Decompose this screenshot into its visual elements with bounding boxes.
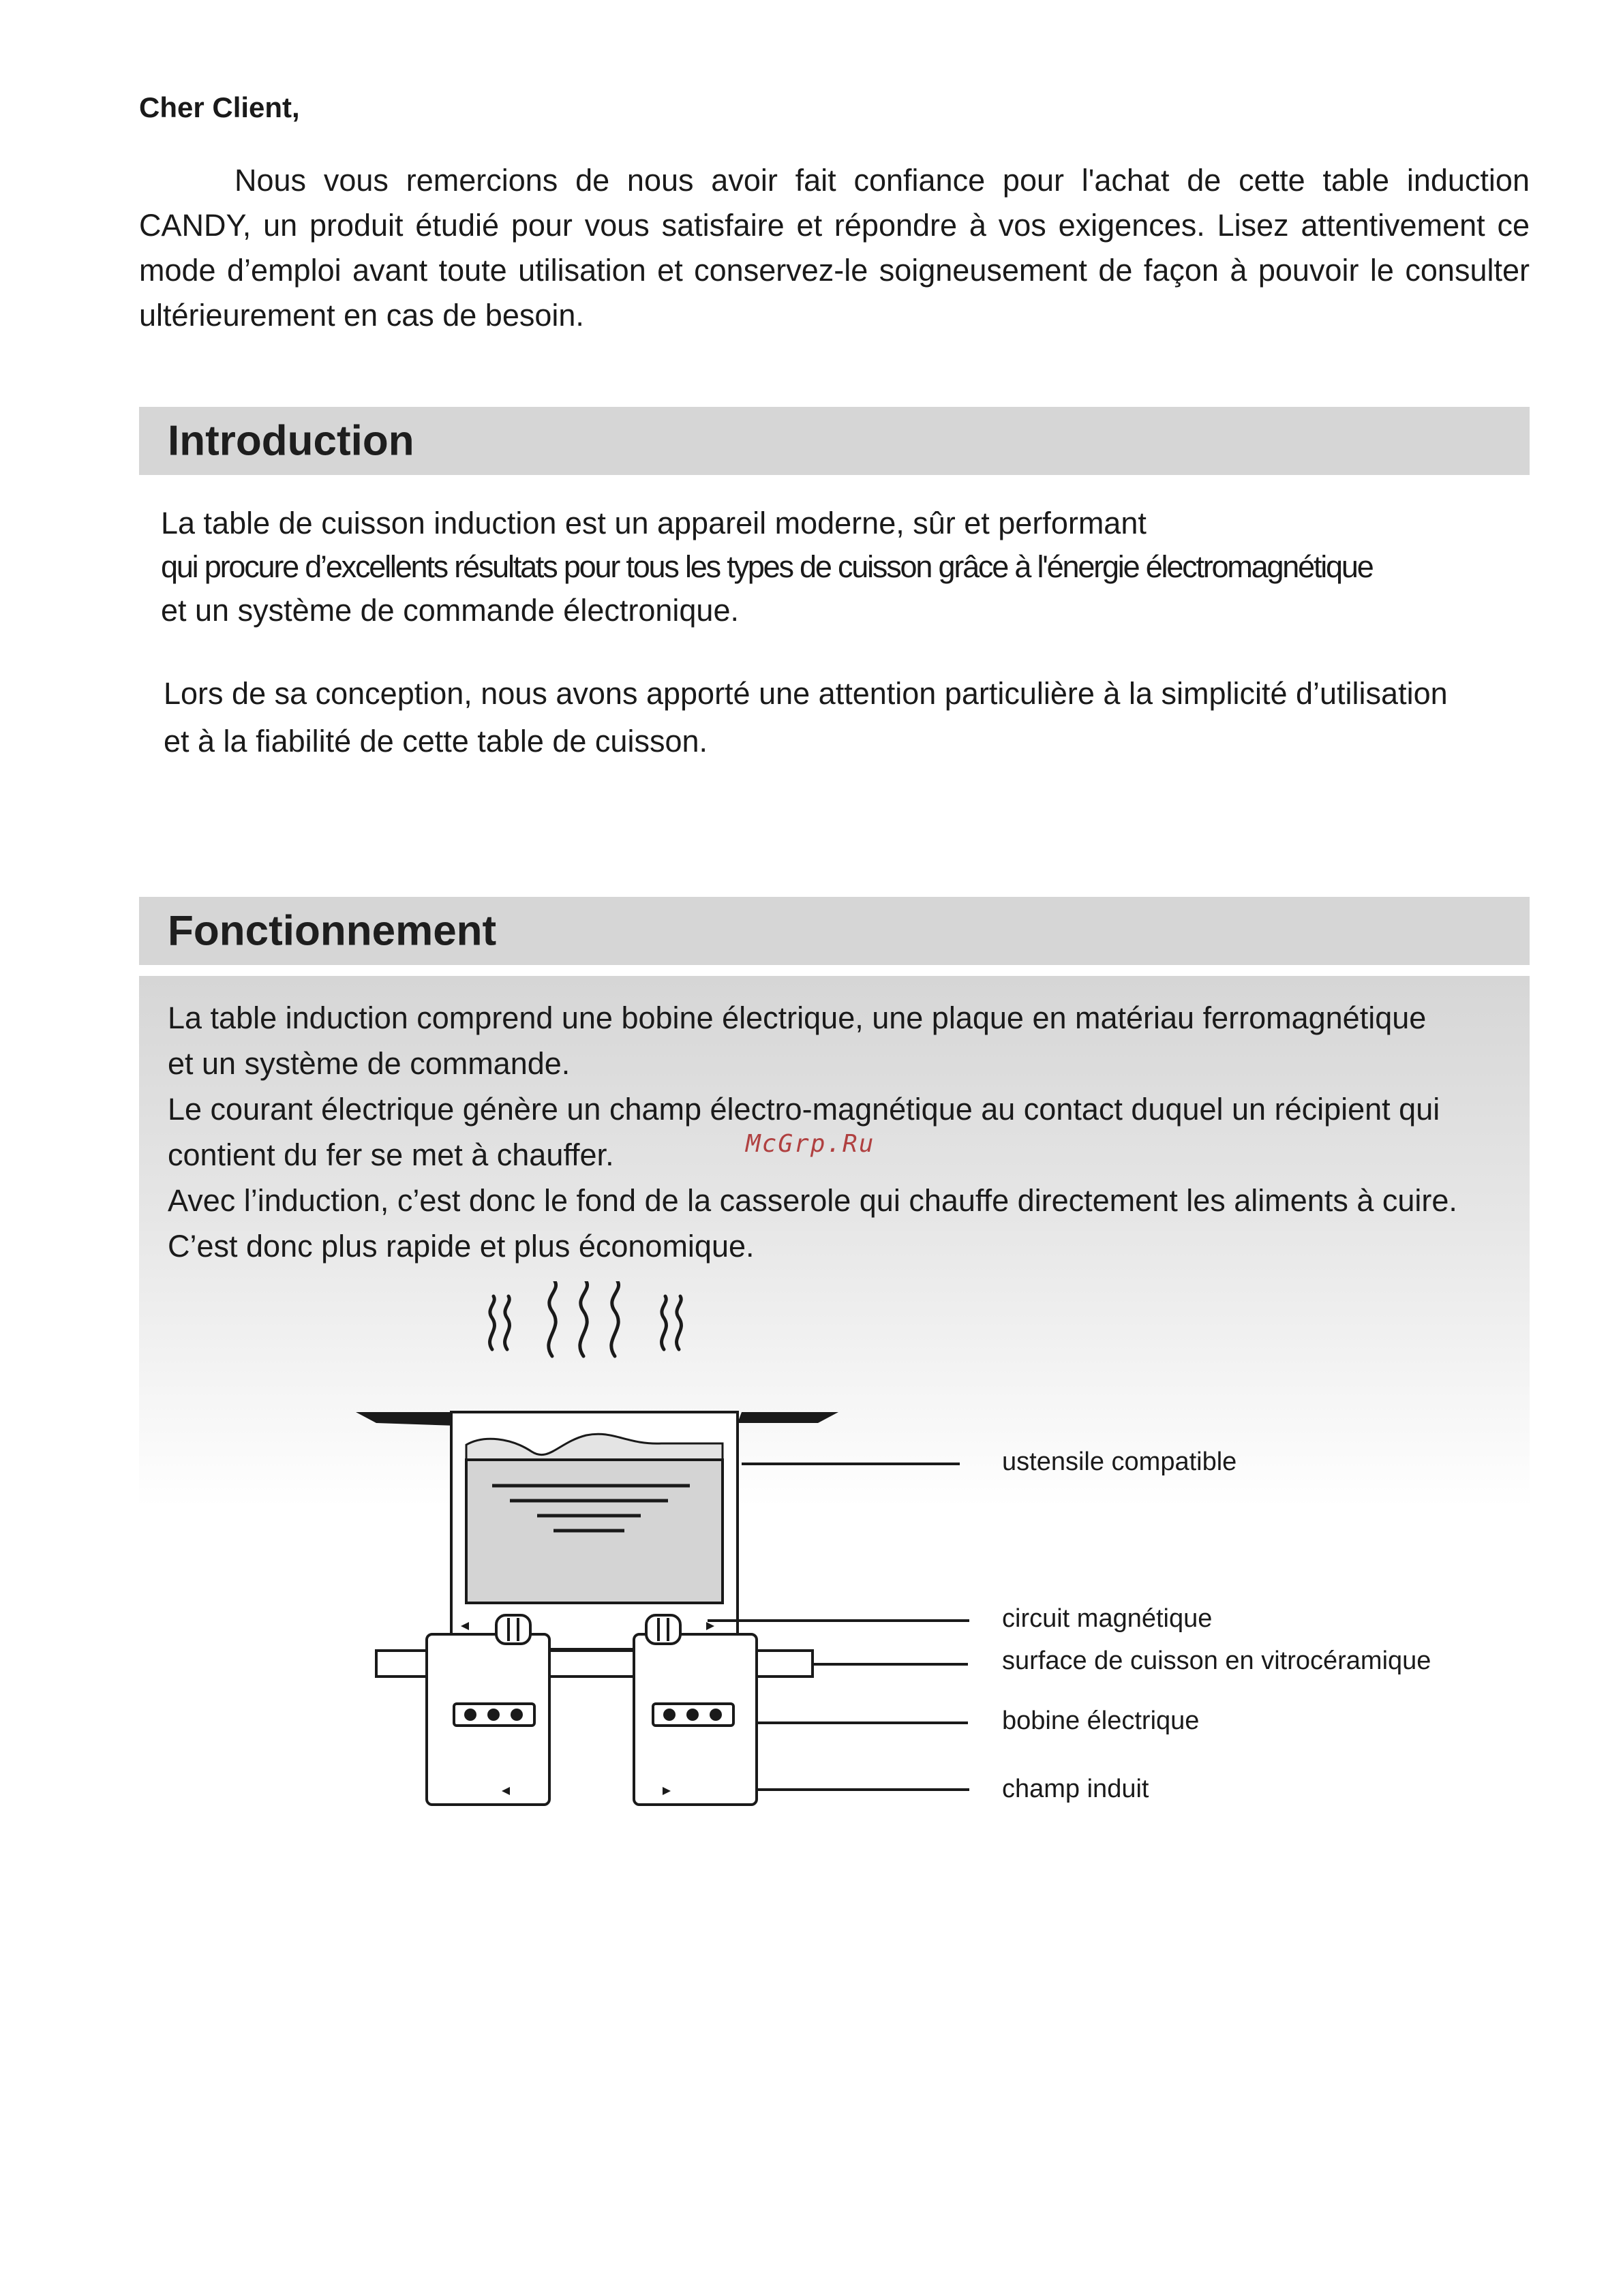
introduction-line: Lors de sa conception, nous avons apporté une attention particulière à la simplicité d’utilisation: [164, 676, 1448, 711]
coil-icon: [454, 1704, 733, 1726]
pan-rim-right: [738, 1412, 838, 1423]
introduction-paragraph-2: [164, 670, 1448, 765]
label-surface: surface de cuisson en vitrocéramique: [1002, 1647, 1431, 1675]
fonctionnement-line: C’est donc plus rapide et plus économique.: [168, 1229, 755, 1264]
label-circuit: circuit magnétique: [1002, 1604, 1213, 1633]
fonctionnement-line: Avec l’induction, c’est donc le fond de la casserole qui chauffe directement les aliments à cuire.: [168, 1183, 1457, 1218]
fonctionnement-line: La table induction comprend une bobine électrique, une plaque en matériau ferromagnétique: [168, 1000, 1427, 1035]
pan-rim-left: [356, 1412, 457, 1426]
introduction-line: La table de cuisson induction est un appareil moderne, sûr et performant: [161, 506, 1147, 540]
section-title-fonctionnement: Fonctionnement: [168, 907, 497, 955]
fonctionnement-line: et un système de commande.: [168, 1046, 571, 1081]
watermark: McGrp.Ru: [746, 1130, 875, 1158]
section-header-introduction: [139, 407, 1530, 475]
introduction-line: et un système de commande électronique.: [161, 593, 739, 628]
steam-icon: [490, 1281, 682, 1356]
fonctionnement-line: contient du fer se met à chauffer.: [168, 1137, 614, 1172]
introduction-line: qui procure d’excellents résultats pour tous les types de cuisson grâce à l'énergie électromagnétique: [161, 549, 1373, 584]
label-ustensile: ustensile compatible: [1002, 1448, 1237, 1476]
introduction-paragraph: [161, 502, 1373, 632]
section-title-introduction: Introduction: [168, 417, 414, 465]
label-champ: champ induit: [1002, 1775, 1149, 1803]
introduction-line: et à la fiabilité de cette table de cuisson.: [164, 724, 708, 759]
fonctionnement-line: Le courant électrique génère un champ électro-magnétique au contact duquel un récipient qui: [168, 1092, 1440, 1127]
welcome-paragraph: Nous vous remercions de nous avoir fait confiance pour l'achat de cette table induction CANDY, un produit étudié pour vous satisfaire et répondre à vos exigences. Lisez attentivement ce mode d’emploi avant toute utilisation et conservez-le soigneusement de façon à pouvoir le consulter ultérieurement en cas de besoin.: [139, 163, 1530, 333]
section-header-fonctionnement: [139, 897, 1530, 965]
greeting: Cher Client,: [139, 91, 300, 123]
label-bobine: bobine électrique: [1002, 1706, 1200, 1735]
induction-diagram: [341, 1281, 1527, 1840]
